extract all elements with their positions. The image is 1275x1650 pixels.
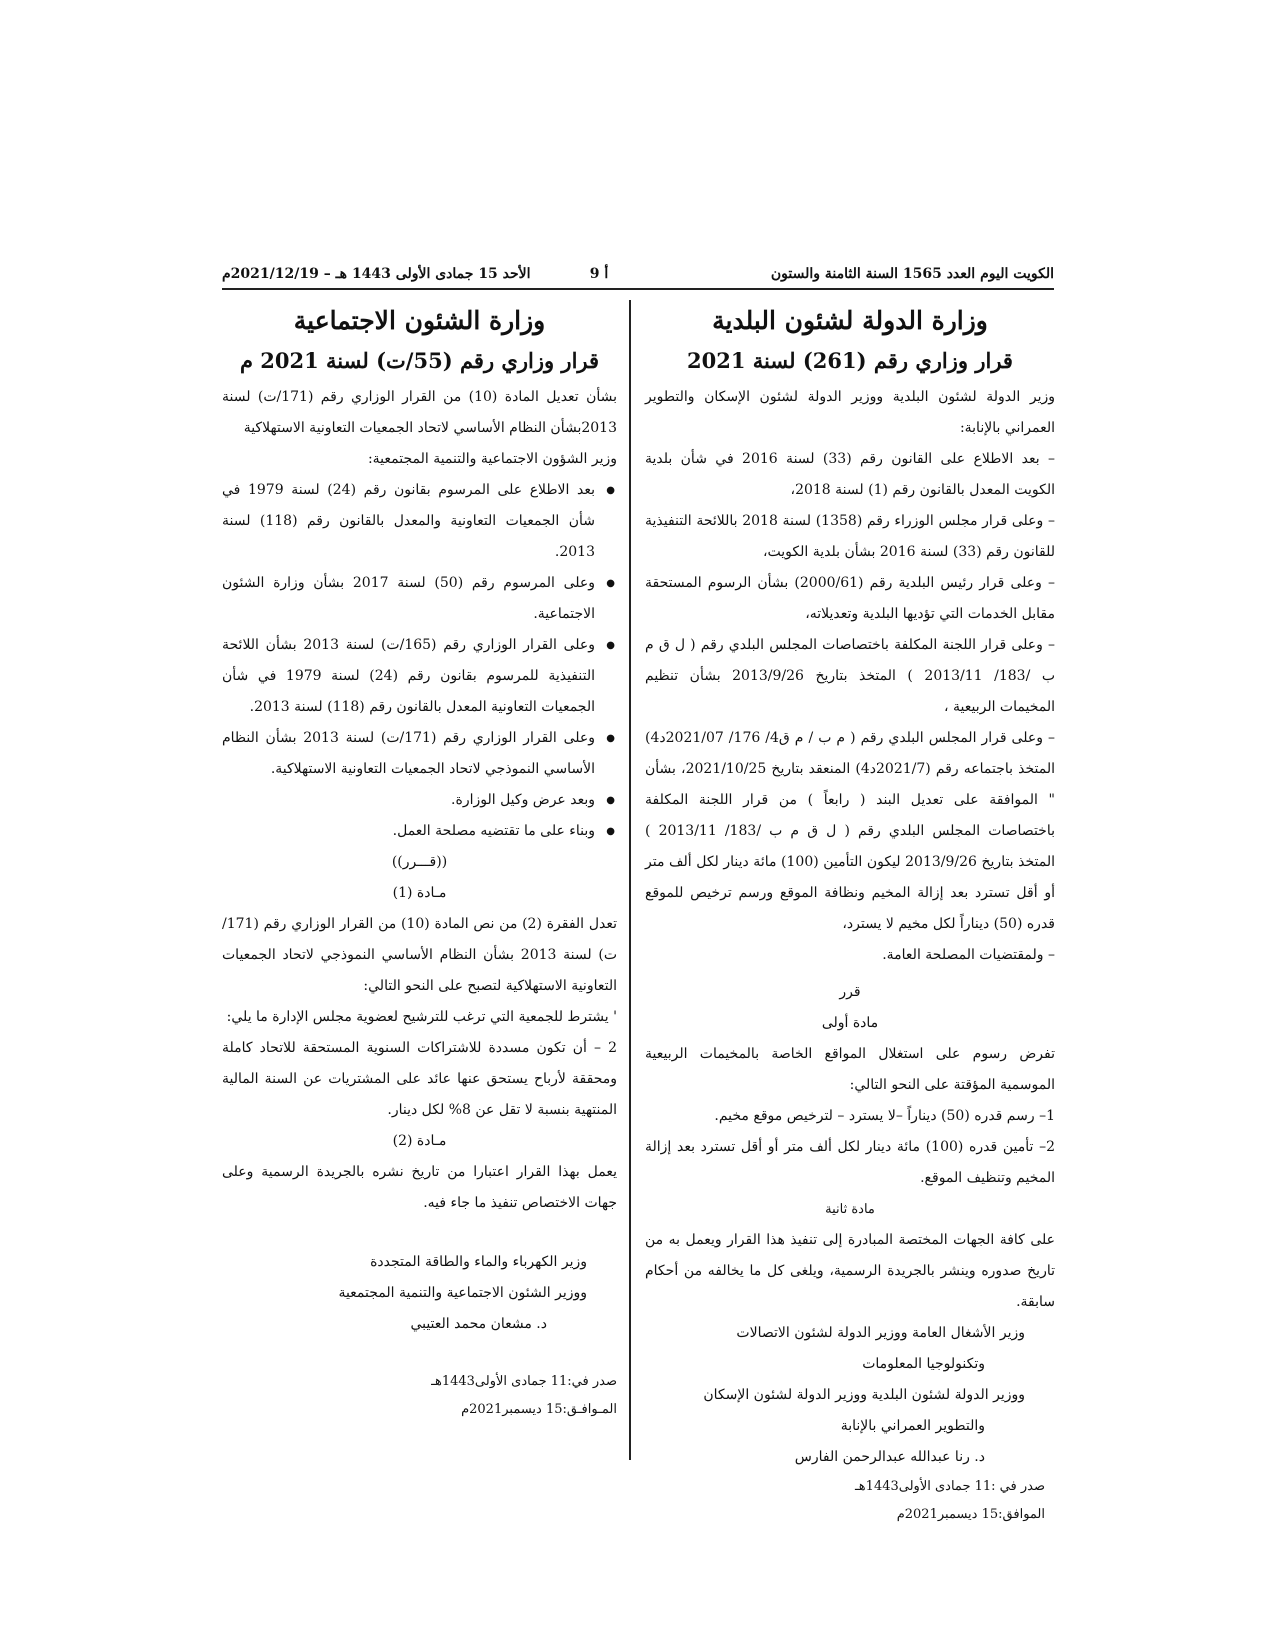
signature-line: وتكنولوجيا المعلومات: [862, 1356, 985, 1372]
signature-line: وزير الأشغال العامة ووزير الدولة لشئون الاتصالات: [736, 1325, 1025, 1341]
article-text: تفرض رسوم على استغلال المواقع الخاصة بالمخيمات الربيعية الموسمية المؤقتة على النحو التالي:: [645, 1046, 1055, 1093]
corresponding-date: الموافق:15 ديسمبر2021م: [896, 1507, 1045, 1522]
issue-date: صدر في:11 جمادى الأولى1443هـ: [431, 1374, 617, 1389]
decree-subject: بشأن تعديل المادة (10) من القرار الوزاري رقم (171/ت) لسنة 2013بشأن النظام الأساسي لاتحاد الجمعيات التعاونية الاستهلاكية: [222, 389, 618, 436]
signature-line: ووزير الدولة لشئون البلدية ووزير الدولة لشئون الإسكان: [703, 1387, 1025, 1403]
article-text: تعدل الفقرة (2) من نص المادة (10) من القرار الوزاري رقم (171/ت) لسنة 2013 بشأن النظام الأساسي النموذجي لاتحاد الجمعيات التعاونية الاستهلاكية لتصبح على النحو التالي:: [222, 916, 618, 994]
header-page-number: أ 9: [589, 266, 609, 282]
header-rule: [222, 288, 1054, 290]
article-title: مـادة (2): [392, 1133, 447, 1149]
social-affairs-decree-column: [222, 300, 617, 1424]
clause: – وعلى قرار اللجنة المكلفة باختصاصات المجلس البلدي رقم ( ل ق م ب /183/ 2013/11 ) المتخذ بتاريخ 2013/9/26 بشأن تنظيم المخيمات الربيعية ،: [645, 637, 1055, 715]
column-divider: [629, 300, 631, 1460]
clause: ● بعد الاطلاع على المرسوم بقانون رقم (24) لسنة 1979 في شأن الجمعيات التعاونية والمعدل بالقانون رقم (118) لسنة 2013.: [222, 475, 617, 568]
preamble: وزير الدولة لشئون البلدية ووزير الدولة لشئون الإسكان والتطوير العمراني بالإنابة:: [645, 389, 1055, 436]
article-quote: ' يشترط للجمعية التي ترغب للترشيح لعضوية مجلس الإدارة ما يلي:: [226, 1009, 617, 1025]
clause: – وعلى قرار المجلس البلدي رقم ( م ب / م ق4/ 176/ 2021/07د4) المتخذ باجتماعه رقم (2021/7د4) المنعقد بتاريخ 2021/10/25، بشأن " الموافقة على تعديل البند ( رابعاً ) من قرار اللجنة المكلفة باختصاصات المجلس البلدي رقم ( ل ق م ب /183/ 2013/11 ) المتخذ بتاريخ 2013/9/26 ليكون التأمين (100) مائة دينار لكل ألف متر أو أقل تسترد بعد إزالة المخيم ونظافة الموقع ورسم ترخيص للموقع قدره (50) ديناراً لكل مخيم لا يسترد،: [645, 730, 1055, 932]
article-text: يعمل بهذا القرار اعتبارا من تاريخ نشره بالجريدة الرسمية وعلى جهات الاختصاص تنفيذ ما جاء فيه.: [222, 1164, 617, 1211]
article-item: 2– تأمين قدره (100) مائة دينار لكل ألف متر أو أقل تسترد بعد إزالة المخيم وتنظيف الموقع.: [645, 1139, 1055, 1186]
signature-line: والتطوير العمراني بالإنابة: [840, 1418, 985, 1434]
clause: ● وعلى القرار الوزاري رقم (171/ت) لسنة 2013 بشأن النظام الأساسي النموذجي لاتحاد الجمعيات التعاونية الاستهلاكية.: [222, 723, 617, 785]
clause: ● وعلى المرسوم رقم (50) لسنة 2017 بشأن وزارة الشئون الاجتماعية.: [222, 568, 617, 630]
clause: ● وبعد عرض وكيل الوزارة.: [222, 785, 617, 816]
article-text: على كافة الجهات المختصة المبادرة إلى تنفيذ هذا القرار ويعمل به من تاريخ صدوره وينشر بالجريدة الرسمية، ويلغى كل ما يخالفه من أحكام سابقة.: [645, 1232, 1055, 1310]
clause: – وعلى قرار رئيس البلدية رقم (2000/61) بشأن الرسوم المستحقة مقابل الخدمات التي تؤديها البلدية وتعديلاته،: [645, 575, 1056, 622]
page-header: [222, 262, 1054, 286]
ministry-title: وزارة الشئون الاجتماعية: [293, 306, 546, 335]
signatory-name: د. رنا عبدالله عبدالرحمن الفارس: [794, 1449, 985, 1465]
signature-line: وزير الكهرباء والماء والطاقة المتجددة: [370, 1254, 587, 1270]
decree-title: قرار وزاري رقم (261) لسنة 2021: [687, 348, 1013, 373]
ministry-title: وزارة الدولة لشئون البلدية: [712, 306, 988, 335]
corresponding-date: المـوافـق:15 ديسمبر2021م: [461, 1402, 617, 1417]
header-date: الأحد 15 جمادى الأولى 1443 هـ – 2021/12/19م: [222, 266, 531, 282]
clause: – بعد الاطلاع على القانون رقم (33) لسنة 2016 في شأن بلدية الكويت المعدل بالقانون رقم (1) لسنة 2018،: [645, 451, 1055, 498]
article-title: مادة ثانية: [825, 1202, 875, 1217]
issue-date: صدر في :11 جمادى الأولى1443هـ: [855, 1479, 1045, 1494]
header-issue: الكويت اليوم العدد 1565 السنة الثامنة والستون: [770, 266, 1054, 282]
article-item: 1– رسم قدره (50) ديناراً –لا يسترد – لترخيص موقع مخيم.: [714, 1108, 1055, 1124]
clause: – وعلى قرار مجلس الوزراء رقم (1358) لسنة 2018 باللائحة التنفيذية للقانون رقم (33) لسنة 2016 بشأن بلدية الكويت،: [645, 513, 1055, 560]
signature-line: ووزير الشئون الاجتماعية والتنمية المجتمعية: [338, 1285, 587, 1301]
decided-label: ((قـــرر)): [391, 854, 448, 870]
article-title: مـادة (1): [392, 885, 447, 901]
municipality-decree-column: [645, 300, 1055, 1529]
clause: – ولمقتضيات المصلحة العامة.: [882, 947, 1055, 963]
article-condition: 2 – أن تكون مسددة للاشتراكات السنوية المستحقة للاتحاد كاملة ومحققة لأرباح يستحق عنها عائد على المشتريات عن السنة المالية المنتهية بنسبة لا تقل عن 8% لكل دينار.: [222, 1040, 617, 1118]
clause: ● وعلى القرار الوزاري رقم (165/ت) لسنة 2013 بشأن اللائحة التنفيذية للمرسوم بقانون رقم (24) لسنة 1979 في شأن الجمعيات التعاونية المعدل بالقانون رقم (118) لسنة 2013.: [222, 630, 617, 723]
decided-label: قرر: [839, 984, 861, 1000]
clause: ● وبناء على ما تقتضيه مصلحة العمل.: [222, 816, 617, 847]
signatory-name: د. مشعان محمد العتيبي: [410, 1316, 547, 1332]
preamble: وزير الشؤون الاجتماعية والتنمية المجتمعية:: [367, 451, 617, 467]
article-title: مادة أولى: [821, 1015, 879, 1031]
decree-title: قرار وزاري رقم (55/ت) لسنة 2021 م: [239, 348, 600, 373]
